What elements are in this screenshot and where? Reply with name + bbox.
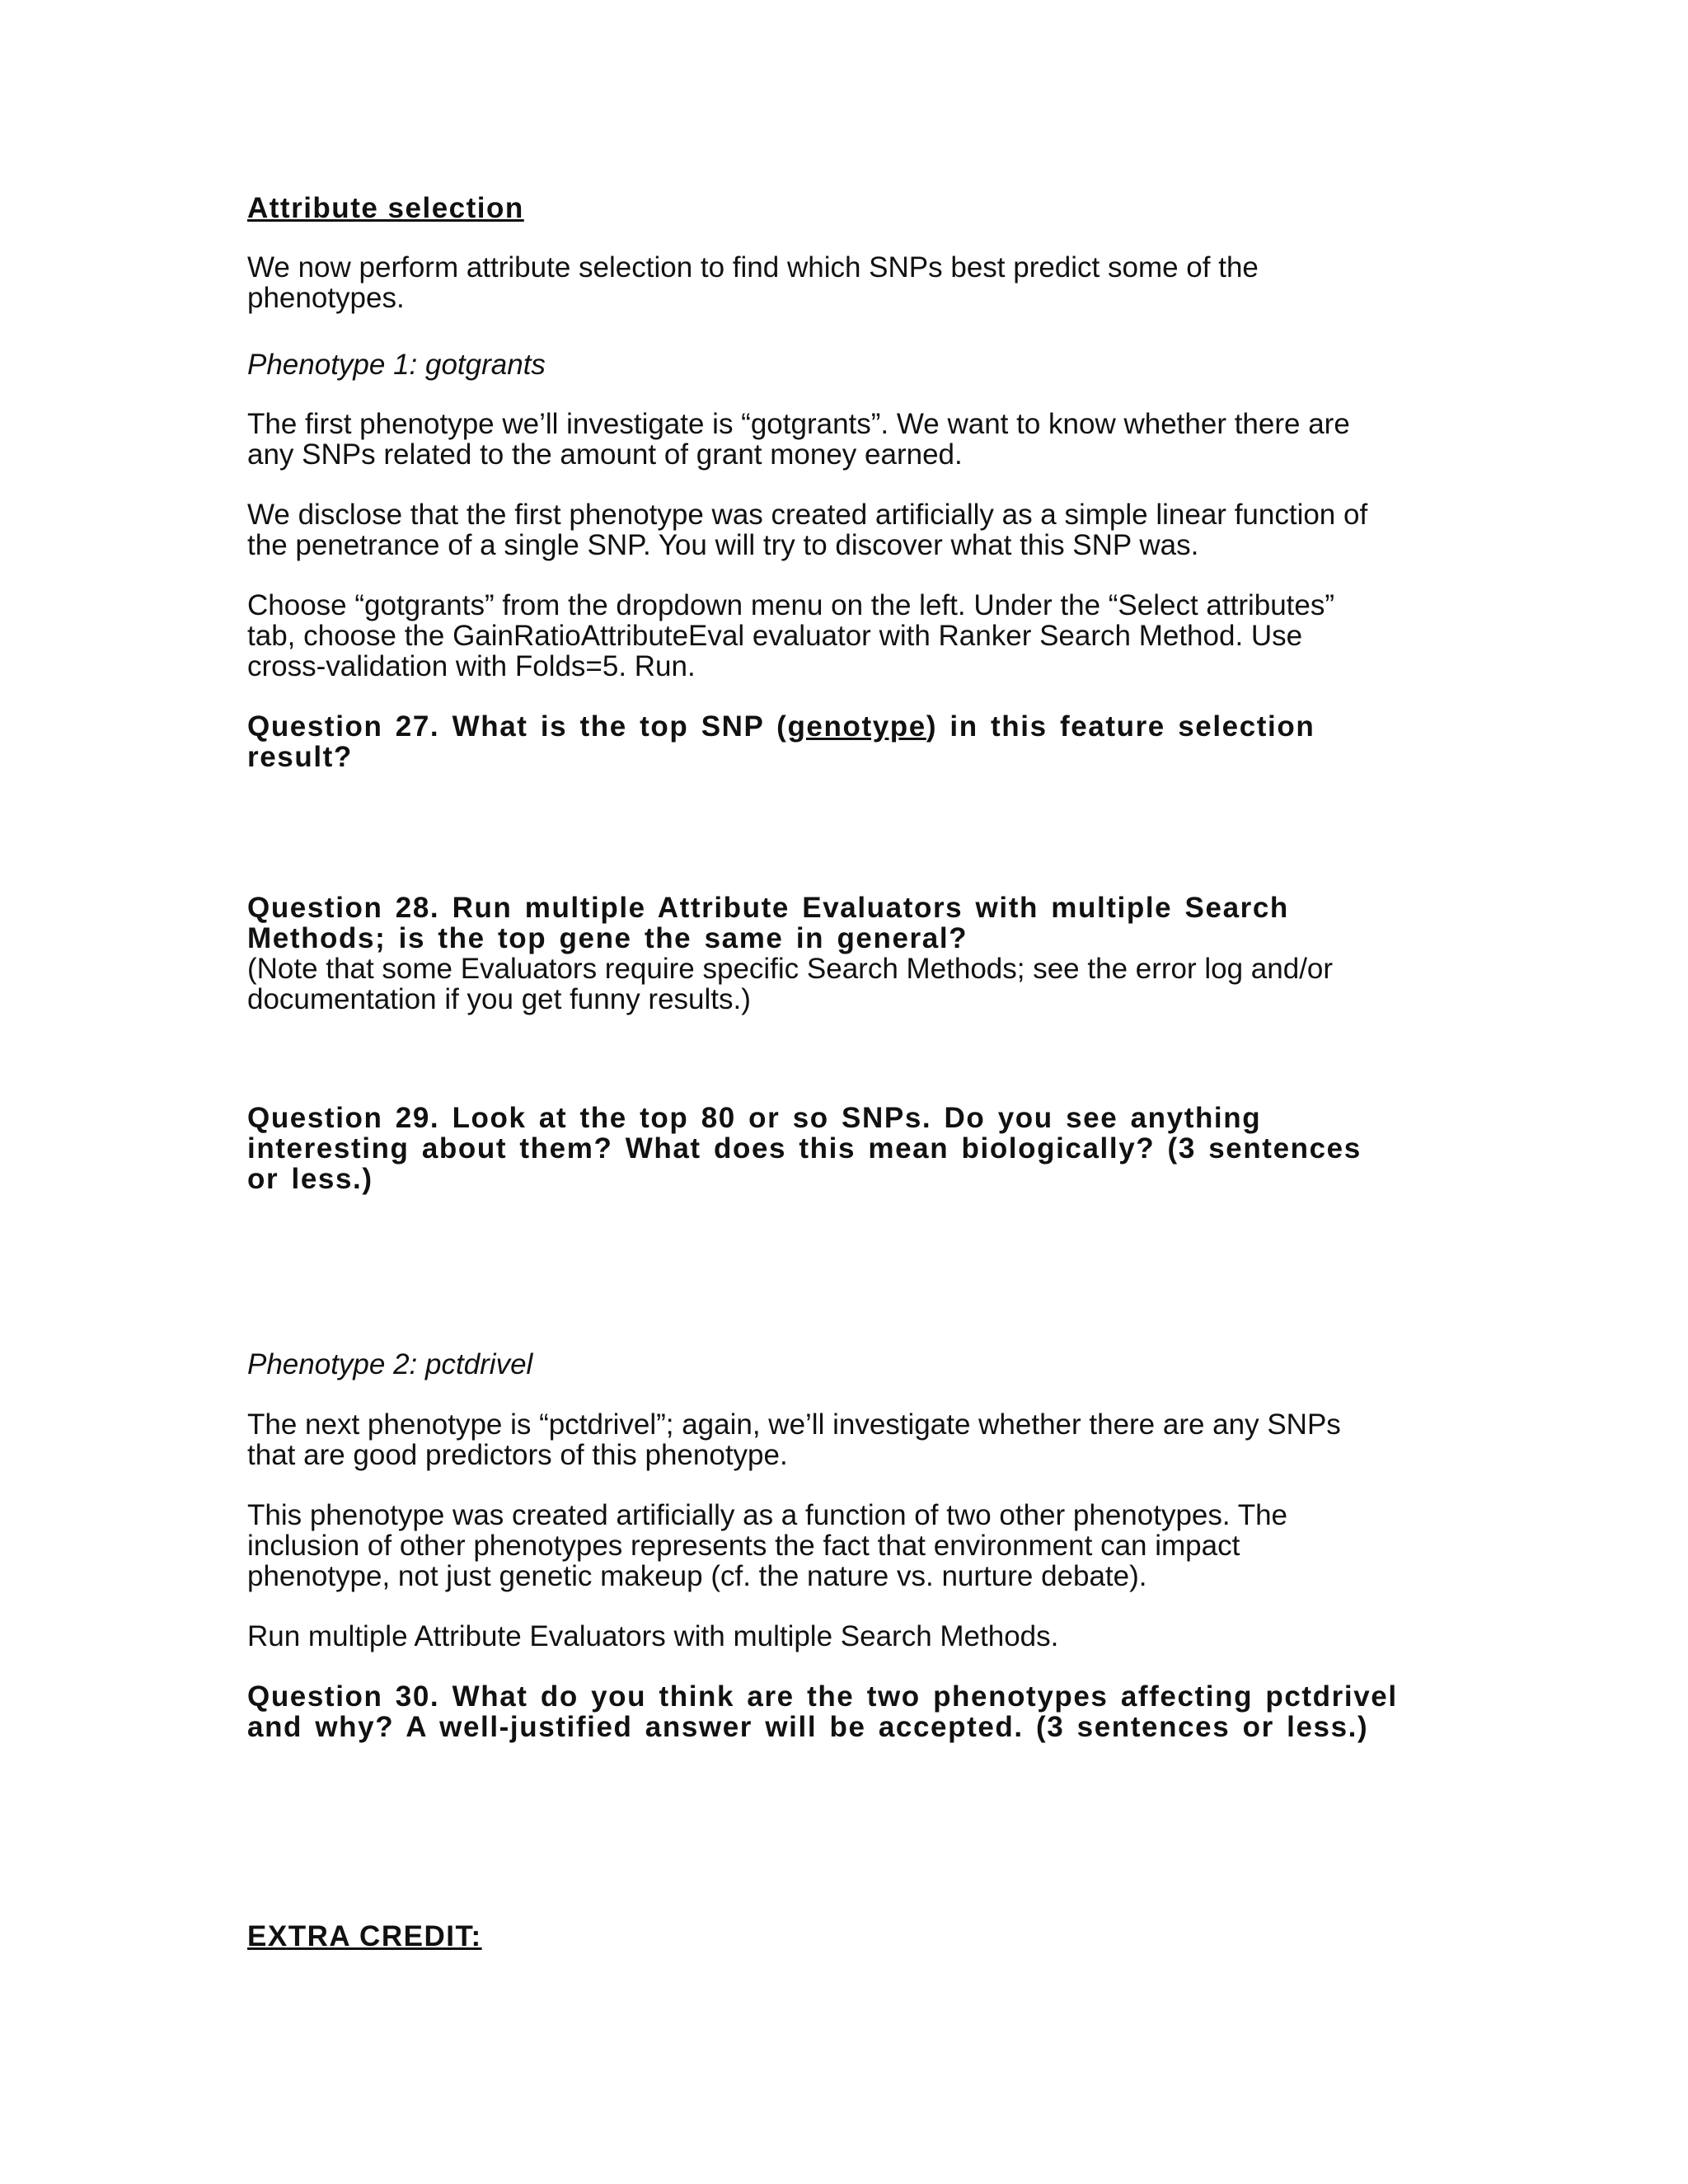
phenotype2-title: Phenotype 2: pctdrivel <box>247 1348 533 1380</box>
paragraph-line: inclusion of other phenotypes represents the fact that environment can impact <box>247 1530 1240 1562</box>
phenotype1-title: Phenotype 1: gotgrants <box>247 349 546 381</box>
question-line: interesting about them? What does this mean biologically? (3 sentences <box>247 1132 1362 1165</box>
section-heading-attribute-selection: Attribute selection <box>247 192 524 224</box>
phenotype1-paragraph-1 <box>247 409 1442 470</box>
question-29 <box>247 1103 1442 1194</box>
question-line: result? <box>247 741 353 773</box>
section-heading-extra-credit: EXTRA CREDIT: <box>247 1920 482 1952</box>
question-line: Question 29. Look at the top 80 or so SNPs. Do you see anything <box>247 1102 1262 1134</box>
question-line: Question 30. What do you think are the two phenotypes affecting pctdrivel <box>247 1680 1398 1713</box>
question-text: Question 27. What is the top SNP ( <box>247 710 788 743</box>
paragraph-line: The next phenotype is “pctdrivel”; again, we’ll investigate whether there are any SNPs <box>247 1408 1341 1441</box>
paragraph-line: We disclose that the first phenotype was created artificially as a simple linear function of <box>247 499 1368 531</box>
paragraph-line: The first phenotype we’ll investigate is “gotgrants”. We want to know whether there are <box>247 408 1350 440</box>
question-line: Question 28. Run multiple Attribute Evaluators with multiple Search <box>247 892 1289 924</box>
question-27 <box>247 711 1442 772</box>
phenotype2-paragraph-2 <box>247 1500 1442 1591</box>
paragraph-line: any SNPs related to the amount of grant money earned. <box>247 438 963 471</box>
paragraph-line: phenotype, not just genetic makeup (cf. the nature vs. nurture debate). <box>247 1560 1147 1592</box>
intro-paragraph <box>247 252 1442 313</box>
question-30 <box>247 1681 1442 1742</box>
paragraph-line: the penetrance of a single SNP. You will try to discover what this SNP was. <box>247 529 1199 561</box>
phenotype2-paragraph-3: Run multiple Attribute Evaluators with multiple Search Methods. <box>247 1620 1059 1652</box>
intro-line: phenotypes. <box>247 282 405 314</box>
question-line: or less.) <box>247 1163 373 1195</box>
underlined-term: genotype <box>787 710 926 743</box>
phenotype1-paragraph-2 <box>247 499 1442 560</box>
phenotype2-paragraph-1 <box>247 1409 1442 1470</box>
question-note-line: (Note that some Evaluators require specific Search Methods; see the error log and/or <box>247 953 1334 985</box>
phenotype1-paragraph-3 <box>247 590 1442 682</box>
paragraph-line: that are good predictors of this phenotype. <box>247 1439 788 1471</box>
paragraph-line: This phenotype was created artificially as a function of two other phenotypes. The <box>247 1499 1288 1531</box>
paragraph-line: tab, choose the GainRatioAttributeEval evaluator with Ranker Search Method. Use <box>247 620 1303 652</box>
paragraph-line: Choose “gotgrants” from the dropdown menu on the left. Under the “Select attributes” <box>247 589 1335 621</box>
question-note-line: documentation if you get funny results.) <box>247 983 751 1015</box>
question-28 <box>247 893 1442 1015</box>
paragraph-line: cross-validation with Folds=5. Run. <box>247 650 696 682</box>
question-line: and why? A well-justified answer will be accepted. (3 sentences or less.) <box>247 1711 1369 1743</box>
question-line: Methods; is the top gene the same in general? <box>247 922 968 954</box>
question-line <box>247 711 1442 742</box>
question-text: ) in this feature selection <box>926 710 1315 743</box>
intro-line: We now perform attribute selection to find which SNPs best predict some of the <box>247 251 1259 284</box>
